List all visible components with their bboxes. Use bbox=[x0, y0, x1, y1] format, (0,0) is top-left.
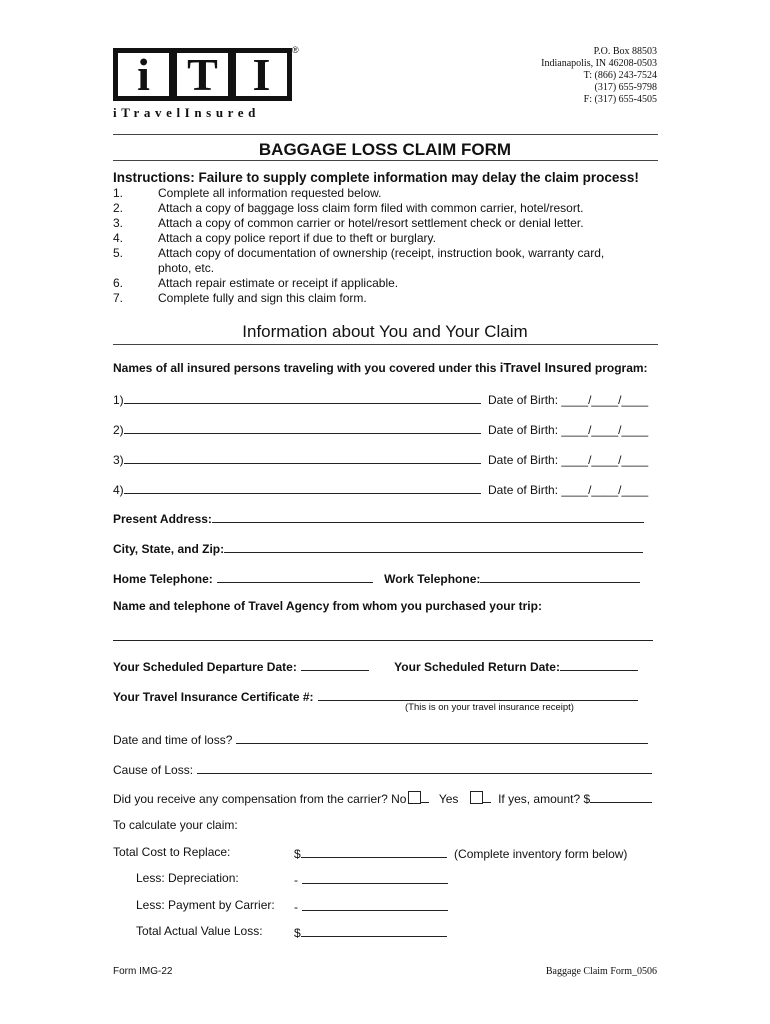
depreciation-field[interactable] bbox=[302, 871, 448, 884]
insured-row-2: 2) Date of Birth: ____/____/____ bbox=[113, 423, 649, 437]
insured-name-1-field[interactable] bbox=[124, 391, 481, 404]
depreciation-row: Less: Depreciation: bbox=[136, 871, 239, 885]
logo-tagline: iTravelInsured bbox=[113, 105, 260, 120]
certificate-note: (This is on your travel insurance receipt) bbox=[405, 702, 574, 713]
telephone-row: Home Telephone: Work Telephone: bbox=[113, 570, 640, 586]
list-item: 2. Attach a copy of baggage loss claim form filed with common carrier, hotel/resort. bbox=[113, 201, 584, 215]
compensation-amount-field[interactable] bbox=[590, 790, 652, 803]
list-item: 3. Attach a copy of common carrier or hotel/resort settlement check or denial letter. bbox=[113, 216, 584, 230]
trip-dates-row: Your Scheduled Departure Date: Your Scheduled Return Date: bbox=[113, 658, 638, 674]
carrier-payment-value-row: - bbox=[294, 898, 448, 914]
travel-agency-field[interactable] bbox=[113, 628, 653, 641]
compensation-row: Did you receive any compensation from the carrier? No Yes If yes, amount? $ bbox=[113, 790, 652, 806]
yes-checkbox[interactable] bbox=[470, 791, 483, 804]
logo-letter-i2: I bbox=[236, 53, 287, 96]
home-telephone-field[interactable] bbox=[217, 570, 373, 583]
date-time-loss-field[interactable] bbox=[236, 731, 648, 744]
list-item: 1. Complete all information requested below. bbox=[113, 186, 382, 200]
certificate-field[interactable] bbox=[318, 688, 638, 701]
total-actual-value-row: $ bbox=[294, 924, 447, 940]
contact-toll-free: T: (866) 243-7524 bbox=[583, 70, 657, 81]
travel-agency-line-row bbox=[113, 628, 653, 644]
logo-letter-t: T bbox=[177, 53, 228, 96]
contact-fax: F: (317) 655-4505 bbox=[583, 94, 657, 105]
insured-persons-label: Names of all insured persons traveling with you covered under this iTravel Insured program: bbox=[113, 360, 648, 375]
carrier-payment-row: Less: Payment by Carrier: bbox=[136, 898, 275, 912]
travel-agency-row: Name and telephone of Travel Agency from whom you purchased your trip: bbox=[113, 599, 542, 613]
registered-mark: ® bbox=[292, 45, 299, 55]
work-telephone-field[interactable] bbox=[480, 570, 640, 583]
cause-of-loss-field[interactable] bbox=[197, 761, 652, 774]
divider-section bbox=[113, 344, 658, 345]
total-actual-row: Total Actual Value Loss: bbox=[136, 924, 263, 938]
divider-title bbox=[113, 160, 658, 161]
company-logo bbox=[113, 48, 292, 101]
form-version: Baggage Claim Form_0506 bbox=[545, 966, 657, 977]
insured-row-4: 4) Date of Birth: ____/____/____ bbox=[113, 483, 649, 497]
divider-top bbox=[113, 134, 658, 135]
present-address-field[interactable] bbox=[212, 510, 644, 523]
contact-city: Indianapolis, IN 46208-0503 bbox=[541, 58, 657, 69]
form-number: Form IMG-22 bbox=[113, 966, 173, 977]
dob-2-field[interactable]: ____/____/____ bbox=[561, 423, 649, 437]
total-actual-field[interactable] bbox=[301, 924, 447, 937]
total-cost-value-row: $ (Complete inventory form below) bbox=[294, 847, 628, 861]
list-item: 6. Attach repair estimate or receipt if applicable. bbox=[113, 276, 399, 290]
instructions-title: Instructions: Failure to supply complete information may delay the claim process! bbox=[113, 170, 639, 185]
insured-row-3: 3) Date of Birth: ____/____/____ bbox=[113, 453, 649, 467]
city-state-zip-row: City, State, and Zip: bbox=[113, 540, 643, 556]
return-date-field[interactable] bbox=[560, 658, 638, 671]
depreciation-value-row: - bbox=[294, 871, 448, 887]
total-cost-row: Total Cost to Replace: bbox=[113, 845, 231, 859]
carrier-payment-field[interactable] bbox=[302, 898, 448, 911]
calculate-row: To calculate your claim: bbox=[113, 818, 238, 832]
insured-name-2-field[interactable] bbox=[124, 421, 481, 434]
section-heading: Information about You and Your Claim bbox=[242, 322, 528, 341]
present-address-row: Present Address: bbox=[113, 510, 644, 526]
departure-date-field[interactable] bbox=[301, 658, 369, 671]
contact-po-box: P.O. Box 88503 bbox=[593, 46, 657, 57]
total-cost-field[interactable] bbox=[301, 845, 447, 858]
dob-3-field[interactable]: ____/____/____ bbox=[561, 453, 649, 467]
instructions-list bbox=[113, 186, 638, 306]
logo-letter-i: i bbox=[118, 53, 169, 96]
insured-name-4-field[interactable] bbox=[124, 481, 481, 494]
contact-phone: (317) 655-9798 bbox=[594, 82, 657, 93]
certificate-row: Your Travel Insurance Certificate #: bbox=[113, 688, 638, 704]
dob-4-field[interactable]: ____/____/____ bbox=[561, 483, 649, 497]
insured-name-3-field[interactable] bbox=[124, 451, 481, 464]
cause-of-loss-row: Cause of Loss: bbox=[113, 761, 652, 777]
city-state-zip-field[interactable] bbox=[224, 540, 643, 553]
list-item: 4. Attach a copy police report if due to theft or burglary. bbox=[113, 231, 436, 245]
date-time-loss-row: Date and time of loss? bbox=[113, 731, 648, 747]
form-title: BAGGAGE LOSS CLAIM FORM bbox=[258, 140, 512, 159]
list-item: 5. Attach copy of documentation of ownership (receipt, instruction book, warranty card, photo, etc. bbox=[113, 246, 605, 275]
no-checkbox[interactable] bbox=[408, 791, 421, 804]
contact-block bbox=[541, 46, 657, 106]
insured-row-1: 1) Date of Birth: ____/____/____ bbox=[113, 393, 649, 407]
list-item: 7. Complete fully and sign this claim form. bbox=[113, 291, 367, 305]
dob-1-field[interactable]: ____/____/____ bbox=[561, 393, 649, 407]
